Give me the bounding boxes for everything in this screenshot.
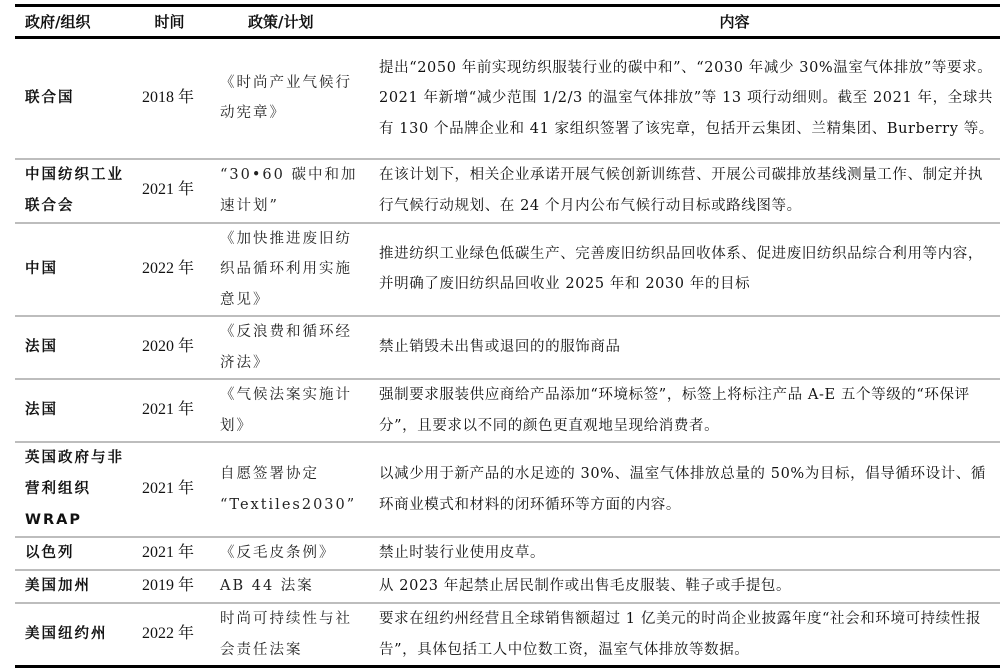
content-cell: 禁止时装行业使用皮草。 bbox=[379, 545, 546, 562]
year-cell: 2021 年 bbox=[142, 181, 195, 199]
content-cell: 提出“2050 年前实现纺织服装行业的碳中和”、“2030 年减少 30%温室气体排放”等要求。2021 年新增“减少范围 1/2/3 的温室气体排放”等 13 项行动细则。截至 2021 年，全球共有 130 个品牌企业和 41 家组织签署了该宪章，包括开云集团、兰精集团、Burberry 等。 bbox=[379, 59, 994, 137]
table-row bbox=[15, 570, 1000, 603]
year-cell: 2019 年 bbox=[142, 577, 195, 595]
header-org: 政府/组织 bbox=[25, 13, 91, 31]
policy-cell: 《时尚产业气候行动宪章》 bbox=[220, 74, 352, 122]
table-row bbox=[15, 159, 1000, 223]
org-cell: 中国纺织工业联合会 bbox=[25, 166, 124, 214]
content-cell: 要求在纽约州经营且全球销售额超过 1 亿美元的时尚企业披露年度“社会和环境可持续性报告”，具体包括工人中位数工资，温室气体排放等数据。 bbox=[379, 611, 982, 658]
table-header-row bbox=[15, 6, 1000, 38]
year-cell: 2021 年 bbox=[142, 544, 195, 562]
year-cell: 2022 年 bbox=[142, 625, 195, 643]
table-row bbox=[15, 603, 1000, 667]
content-cell: 以减少用于新产品的水足迹的 30%、温室气体排放总量的 50%为目标，倡导循环设计、循环商业模式和材料的闭环循环等方面的内容。 bbox=[379, 466, 986, 513]
org-cell: 美国纽约州 bbox=[25, 626, 108, 642]
policy-cell: 《反浪费和循环经济法》 bbox=[220, 324, 352, 371]
policy-cell: “30•60 碳中和加速计划” bbox=[220, 167, 358, 214]
content-cell: 从 2023 年起禁止居民制作或出售毛皮服装、鞋子或手提包。 bbox=[379, 578, 792, 595]
year-cell: 2022 年 bbox=[142, 260, 195, 277]
year-cell: 2021 年 bbox=[142, 480, 195, 498]
content-cell: 推进纺织工业绿色低碳生产、完善废旧纺织品回收体系、促进废旧纺织品综合利用等内容，并明确了废旧纺织品回收业 2025 年和 2030 年的目标 bbox=[379, 245, 983, 293]
policy-cell: 《加快推进废旧纺织品循环利用实施意见》 bbox=[220, 230, 352, 308]
year-cell: 2021 年 bbox=[142, 401, 195, 419]
policy-cell: AB 44 法案 bbox=[220, 578, 314, 595]
policy-cell: 《气候法案实施计划》 bbox=[220, 387, 352, 434]
org-cell: 法国 bbox=[25, 402, 58, 418]
org-cell: 中国 bbox=[25, 260, 58, 277]
content-cell: 在该计划下，相关企业承诺开展气候创新训练营、开展公司碳排放基线测量工作、制定并执行气候行动规划、在 24 个月内公布气候行动目标或路线图等。 bbox=[379, 167, 983, 214]
header-content: 内容 bbox=[719, 13, 750, 31]
table-row bbox=[15, 442, 1000, 537]
content-cell: 禁止销毁未出售或退回的的服饰商品 bbox=[379, 339, 621, 356]
table-row bbox=[15, 316, 1000, 379]
policy-cell: 自愿签署协定 “Textiles2030” bbox=[220, 466, 357, 513]
org-cell: 法国 bbox=[25, 339, 58, 355]
policy-cell: 时尚可持续性与社会责任法案 bbox=[220, 611, 352, 658]
org-cell: 美国加州 bbox=[25, 578, 91, 594]
table-row bbox=[15, 223, 1000, 317]
table-row bbox=[15, 537, 1000, 570]
table-row bbox=[15, 379, 1000, 442]
org-cell: 英国政府与非营利组织 WRAP bbox=[25, 450, 124, 528]
year-cell: 2018 年 bbox=[142, 89, 195, 106]
org-cell: 以色列 bbox=[25, 545, 75, 561]
policy-table bbox=[15, 4, 1000, 668]
content-cell: 强制要求服装供应商给产品添加“环境标签”，标签上将标注产品 A-E 五个等级的“环保评分”，且要求以不同的颜色更直观地呈现给消费者。 bbox=[379, 387, 970, 434]
year-cell: 2020 年 bbox=[142, 338, 195, 356]
policy-cell: 《反毛皮条例》 bbox=[220, 545, 336, 562]
table-row bbox=[15, 38, 1000, 159]
header-year: 时间 bbox=[154, 13, 185, 31]
org-cell: 联合国 bbox=[25, 89, 75, 106]
header-policy: 政策/计划 bbox=[248, 13, 314, 31]
